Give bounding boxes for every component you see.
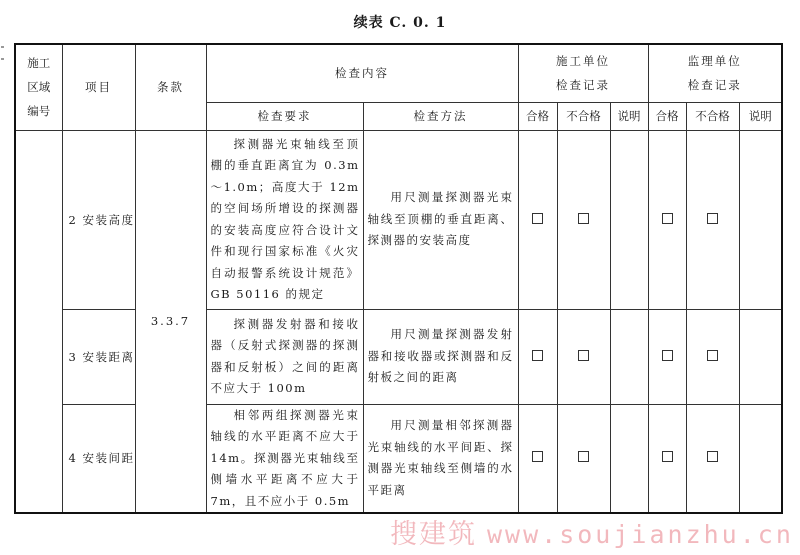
item-cell: 3 安装距离	[62, 309, 135, 404]
header-contractor-record	[518, 44, 648, 102]
supervisor-fail-checkbox[interactable]	[707, 213, 718, 224]
supervisor-fail-cell	[686, 309, 739, 404]
contractor-pass-checkbox[interactable]	[532, 213, 543, 224]
contractor-fail-checkbox[interactable]	[578, 451, 589, 462]
header-method: 检查方法	[363, 102, 518, 130]
requirement-cell: 探测器发射器和接收器（反射式探测器的探测器和反射板）之间的距离不应大于 100m	[206, 309, 363, 404]
contractor-fail-cell	[557, 130, 610, 309]
supervisor-pass-cell	[648, 130, 686, 309]
contractor-fail-checkbox[interactable]	[578, 350, 589, 361]
header-zone-number	[15, 44, 62, 130]
contractor-pass-cell	[518, 130, 557, 309]
inspection-table	[14, 43, 783, 514]
margin-mark	[1, 46, 4, 48]
watermark-brand: 搜建筑	[390, 519, 477, 550]
supervisor-pass-checkbox[interactable]	[662, 350, 673, 361]
contractor-pass-checkbox[interactable]	[532, 350, 543, 361]
header-supervisor-note: 说明	[739, 102, 782, 130]
header-item: 项目	[62, 44, 135, 130]
requirement-cell: 探测器光束轴线至顶棚的垂直距离宜为 0.3m～1.0m；高度大于 12m 的空间场所增设的探测器的安装高度应符合设计文件和现行国家标准《火灾自动报警系统设计规范》GB 50116 的规定	[206, 130, 363, 309]
supervisor-fail-checkbox[interactable]	[707, 451, 718, 462]
zone-number-cell	[15, 130, 62, 513]
supervisor-pass-cell	[648, 404, 686, 513]
header-requirement: 检查要求	[206, 102, 363, 130]
header-zone-line: 编号	[27, 104, 51, 119]
requirement-cell: 相邻两组探测器光束轴线的水平距离不应大于 14m。探测器光束轴线至侧墙水平距离不应大于 7m，且不应小于 0.5m	[206, 404, 363, 513]
contractor-fail-checkbox[interactable]	[578, 213, 589, 224]
item-cell: 4 安装间距	[62, 404, 135, 513]
contractor-fail-cell	[557, 309, 610, 404]
header-contractor-line: 检查记录	[556, 78, 610, 93]
watermark-url: www.soujianzhu.cn	[487, 520, 794, 549]
supervisor-fail-checkbox[interactable]	[707, 350, 718, 361]
contractor-pass-checkbox[interactable]	[532, 451, 543, 462]
table-title: 续表 C. 0. 1	[353, 15, 447, 31]
header-contractor-note: 说明	[610, 102, 648, 130]
method-cell: 用尺测量相邻探测器光束轴线的水平间距、探测器光束轴线至侧墙的水平距离	[363, 404, 518, 513]
contractor-pass-cell	[518, 309, 557, 404]
item-cell: 2 安装高度	[62, 130, 135, 309]
header-supervisor-fail: 不合格	[686, 102, 739, 130]
contractor-pass-cell	[518, 404, 557, 513]
supervisor-pass-checkbox[interactable]	[662, 451, 673, 462]
header-zone-line: 区域	[27, 80, 51, 95]
method-cell: 用尺测量探测器发射器和接收器或探测器和反射板之间的距离	[363, 309, 518, 404]
header-supervisor-record	[648, 44, 782, 102]
supervisor-note-cell[interactable]	[739, 309, 782, 404]
supervisor-fail-cell	[686, 130, 739, 309]
contractor-note-cell[interactable]	[610, 309, 648, 404]
header-inspection-content: 检查内容	[206, 44, 518, 102]
method-cell: 用尺测量探测器光束轴线至顶棚的垂直距离、探测器的安装高度	[363, 130, 518, 309]
header-supervisor-line: 检查记录	[687, 78, 742, 93]
table-row	[15, 404, 782, 513]
margin-mark	[1, 58, 4, 60]
supervisor-fail-cell	[686, 404, 739, 513]
header-supervisor-line: 监理单位	[687, 54, 742, 69]
header-clause: 条款	[135, 44, 206, 130]
clause-cell: 3.3.7	[135, 130, 206, 513]
header-contractor-pass: 合格	[518, 102, 557, 130]
header-zone-line: 施工	[27, 56, 51, 71]
table-row	[15, 309, 782, 404]
contractor-note-cell[interactable]	[610, 404, 648, 513]
contractor-note-cell[interactable]	[610, 130, 648, 309]
supervisor-pass-checkbox[interactable]	[662, 213, 673, 224]
watermark	[390, 512, 794, 551]
header-contractor-fail: 不合格	[557, 102, 610, 130]
supervisor-note-cell[interactable]	[739, 130, 782, 309]
supervisor-note-cell[interactable]	[739, 404, 782, 513]
supervisor-pass-cell	[648, 309, 686, 404]
header-contractor-line: 施工单位	[556, 54, 610, 69]
table-row	[15, 130, 782, 309]
header-supervisor-pass: 合格	[648, 102, 686, 130]
contractor-fail-cell	[557, 404, 610, 513]
